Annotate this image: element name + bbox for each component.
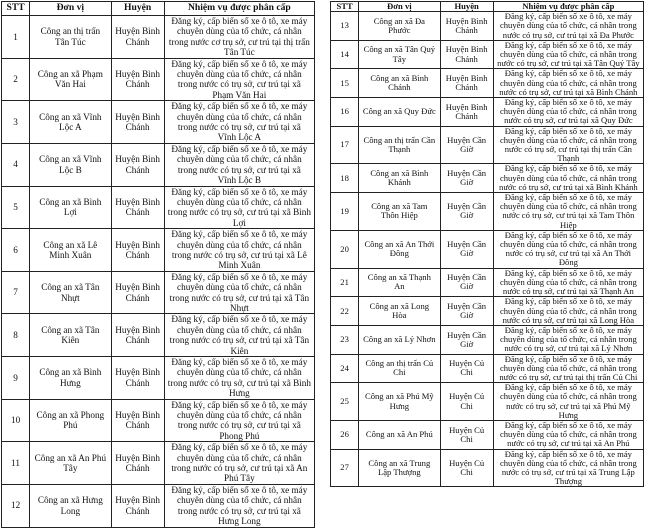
cell-task: Đăng ký, cấp biển số xe ô tô, xe máy chuyên dùng của tổ chức, cá nhân trong nước có trụ sở, cư trú tại xã Tân Quý Tây (493, 40, 643, 69)
cell-stt: 25 (331, 383, 359, 421)
cell-stt: 13 (331, 12, 359, 41)
table-row (331, 420, 644, 449)
table-row (331, 12, 644, 41)
header-district: Huyện (440, 2, 493, 12)
table-row (2, 484, 315, 527)
table-row (331, 69, 644, 98)
table-row (2, 101, 315, 144)
cell-stt: 1 (2, 16, 30, 59)
cell-unit: Công an xã Tân Kiên (30, 314, 111, 357)
cell-district: Huyện Bình Chánh (440, 12, 493, 41)
cell-district: Huyện Bình Chánh (440, 40, 493, 69)
cell-district: Huyện Bình Chánh (111, 314, 164, 357)
table-row (2, 58, 315, 101)
cell-stt: 9 (2, 357, 30, 400)
cell-unit: Công an thị trấn Tân Túc (30, 16, 111, 59)
cell-district: Huyện Bình Chánh (111, 101, 164, 144)
cell-district: Huyện Bình Chánh (111, 186, 164, 229)
table-body-left (2, 16, 315, 528)
cell-stt: 2 (2, 58, 30, 101)
cell-stt: 4 (2, 143, 30, 186)
cell-stt: 7 (2, 271, 30, 314)
column-gutter (316, 0, 329, 409)
cell-task: Đăng ký, cấp biển số xe ô tô, xe máy chuyên dùng của tổ chức, cá nhân trong nước có trụ sở, cư trú tại xã Bình Khánh (493, 164, 643, 193)
cell-unit: Công an xã Lý Nhơn (359, 325, 440, 354)
cell-stt: 3 (2, 101, 30, 144)
cell-district: Huyện Cần Giờ (440, 126, 493, 164)
cell-stt: 8 (2, 314, 30, 357)
cell-unit: Công an xã Vĩnh Lộc B (30, 143, 111, 186)
cell-unit: Công an xã Bình Chánh (359, 69, 440, 98)
table-row (331, 98, 644, 127)
cell-task: Đăng ký, cấp biển số xe ô tô, xe máy chuyên dùng của tổ chức, cá nhân trong nước có trụ sở, cư trú tại xã Vĩnh Lộc A (164, 101, 314, 144)
cell-unit: Công an xã Đa Phước (359, 12, 440, 41)
cell-stt: 5 (2, 186, 30, 229)
cell-task: Đăng ký, cấp biển số xe ô tô, xe máy chuyên dùng của tổ chức, cá nhân trong nước có trụ sở, cư trú tại xã Lê Minh Xuân (164, 229, 314, 272)
cell-unit: Công an xã Tam Thôn Hiệp (359, 193, 440, 231)
cell-task: Đăng ký, cấp biển số xe ô tô, xe máy chuyên dùng của tổ chức, cá nhân trong nước cơ trụ sở, cư trú tại thị trấn Tân Túc (164, 16, 314, 59)
cell-task: Đăng ký, cấp biển số xe ô tô, xe máy chuyên dùng của tổ chức, cá nhân trong nước có trụ sở, cư trú tại xã Bình Chánh (493, 69, 643, 98)
cell-district: Huyện Củ Chi (440, 383, 493, 421)
cell-district: Huyện Bình Chánh (440, 98, 493, 127)
header-task: Nhiệm vụ được phân cấp (164, 2, 314, 16)
cell-district: Huyện Cần Giờ (440, 164, 493, 193)
header-stt: STT (2, 2, 30, 16)
cell-task: Đăng ký, cấp biển số xe ô tô, xe máy chuyên dùng của tổ chức, cá nhân trong nước có trụ sở, cư trú tại xã Đa Phước (493, 12, 643, 41)
table-row (331, 325, 644, 354)
cell-unit: Công an thị trấn Cần Thạnh (359, 126, 440, 164)
cell-stt: 12 (2, 484, 30, 527)
cell-district: Huyện Bình Chánh (111, 58, 164, 101)
cell-unit: Công an xã Lê Minh Xuân (30, 229, 111, 272)
cell-task: Đăng ký, cấp biển số xe ô tô, xe máy chuyên dùng của tổ chức, cá nhân trong nước có trụ sở, cư trú tại xã Quy Đức (493, 98, 643, 127)
cell-district: Huyện Bình Chánh (111, 399, 164, 442)
cell-stt: 17 (331, 126, 359, 164)
cell-task: Đăng ký, cấp biển số xe ô tô, xe máy chuyên dùng của tổ chức, cá nhân trong nước có trụ sở, cư trú tại xã An Phú Tây (164, 442, 314, 485)
cell-unit: Công an xã Phạm Văn Hai (30, 58, 111, 101)
cell-unit: Công an xã Phong Phú (30, 399, 111, 442)
table-header-row (2, 2, 315, 16)
cell-task: Đăng ký, cấp biển số xe ô tô, xe máy chuyên dùng của tổ chức, cá nhân trong nước có trụ sở, cư trú tại xã Tân Nhựt (164, 271, 314, 314)
cell-district: Huyện Bình Chánh (111, 484, 164, 527)
table-row (331, 193, 644, 231)
cell-task: Đăng ký, cấp biển số xe ô tô, xe máy chuyên dùng của tổ chức, cá nhân trong nước có trụ sở, cư trú tại thị trấn Củ Chi (493, 354, 643, 383)
table-row (331, 383, 644, 421)
cell-task: Đăng ký, cấp biển số xe ô tô, xe máy chuyên dùng của tổ chức, cá nhân trong nước có trụ sở, cư trú tại xã Hưng Long (164, 484, 314, 527)
cell-unit: Công an xã An Phú Tây (30, 442, 111, 485)
cell-district: Huyện Củ Chi (440, 420, 493, 449)
table-row (2, 16, 315, 59)
cell-unit: Công an xã Hưng Long (30, 484, 111, 527)
cell-task: Đăng ký, cấp biển số xe ô tô, xe máy chuyên dùng của tổ chức, cá nhân trong nước có trụ sở, cư trú tại xã An Thới Đông (493, 230, 643, 268)
cell-unit: Công an xã Long Hòa (359, 297, 440, 326)
cell-district: Huyện Bình Chánh (111, 357, 164, 400)
cell-stt: 6 (2, 229, 30, 272)
cell-district: Huyện Bình Chánh (111, 143, 164, 186)
table-row (2, 399, 315, 442)
table-header-row (331, 2, 644, 12)
cell-task: Đăng ký, cấp biển số xe ô tô, xe máy chuyên dùng của tổ chức, cá nhân trong nước có trụ sở, cư trú tại thị trấn Cần Thạnh (493, 126, 643, 164)
table-row (2, 442, 315, 485)
table-row (2, 314, 315, 357)
table-row (2, 229, 315, 272)
cell-stt: 10 (2, 399, 30, 442)
cell-task: Đăng ký, cấp biển số xe ô tô, xe máy chuyên dùng của tổ chức, cá nhân trong nước có trụ sở, cư trú tại xã Tam Thôn Hiệp (493, 193, 643, 231)
cell-task: Đăng ký, cấp biển số xe ô tô, xe máy chuyên dùng của tổ chức, cá nhân trong nước có trụ sở, cư trú tại xã Tân Kiên (164, 314, 314, 357)
cell-stt: 23 (331, 325, 359, 354)
cell-unit: Công an xã Bình Lợi (30, 186, 111, 229)
cell-stt: 22 (331, 297, 359, 326)
cell-stt: 19 (331, 193, 359, 231)
assignment-table-left (1, 1, 315, 528)
cell-stt: 16 (331, 98, 359, 127)
cell-unit: Công an xã An Phú (359, 420, 440, 449)
cell-task: Đăng ký, cấp biển số xe ô tô, xe máy chuyên dùng của tổ chức, cá nhân trong nước có trụ sở, cư trú tại xã Phong Phú (164, 399, 314, 442)
header-task: Nhiệm vụ được phân cấp (493, 2, 643, 12)
cell-unit: Công an xã Bình Hưng (30, 357, 111, 400)
header-stt: STT (331, 2, 359, 12)
cell-task: Đăng ký, cấp biển số xe ô tô, xe máy chuyên dùng của tổ chức, cá nhân trong nước có trụ sở, cư trú tại xã Thạnh An (493, 268, 643, 297)
cell-stt: 27 (331, 449, 359, 487)
header-unit: Đơn vị (30, 2, 111, 16)
table-row (331, 126, 644, 164)
cell-unit: Công an xã An Thới Đông (359, 230, 440, 268)
cell-task: Đăng ký, cấp biển số xe ô tô, xe máy chuyên dùng của tổ chức, cá nhân trong nước có trụ sở, cư trú tại xã Bình Lợi (164, 186, 314, 229)
cell-stt: 14 (331, 40, 359, 69)
cell-district: Huyện Cần Giờ (440, 297, 493, 326)
header-district: Huyện (111, 2, 164, 16)
table-row (331, 268, 644, 297)
assignment-table-right (330, 1, 644, 487)
cell-task: Đăng ký, cấp biển số xe ô tô, xe máy chuyên dùng của tổ chức, cá nhân trong nước có trụ sở, cư trú tại xã Phú Mỹ Hưng (493, 383, 643, 421)
table-row (331, 354, 644, 383)
cell-stt: 18 (331, 164, 359, 193)
cell-unit: Công an xã Bình Khánh (359, 164, 440, 193)
cell-task: Đăng ký, cấp biển số xe ô tô, xe máy chuyên dùng của tổ chức, cá nhân trong nước có trụ sở, cư trú tại xã Lý Nhơn (493, 325, 643, 354)
cell-stt: 26 (331, 420, 359, 449)
cell-unit: Công an xã Tân Nhựt (30, 271, 111, 314)
cell-unit: Công an thị trấn Củ Chi (359, 354, 440, 383)
table-row (331, 164, 644, 193)
cell-unit: Công an xã Trung Lập Thượng (359, 449, 440, 487)
cell-unit: Công an xã Tân Quý Tây (359, 40, 440, 69)
cell-stt: 20 (331, 230, 359, 268)
table-row (2, 143, 315, 186)
cell-district: Huyện Bình Chánh (440, 69, 493, 98)
table-row (2, 186, 315, 229)
header-unit: Đơn vị (359, 2, 440, 12)
cell-district: Huyện Cần Giờ (440, 325, 493, 354)
cell-stt: 24 (331, 354, 359, 383)
cell-district: Huyện Bình Chánh (111, 16, 164, 59)
cell-district: Huyện Bình Chánh (111, 229, 164, 272)
cell-stt: 11 (2, 442, 30, 485)
cell-task: Đăng ký, cấp biển số xe ô tô, xe máy chuyên dùng của tổ chức, cá nhân trong nước có trụ sở, cư trú tại xã Trung Lập Thượng (493, 449, 643, 487)
cell-task: Đăng ký, cấp biển số xe ô tô, xe máy chuyên dùng của tổ chức, cá nhân trong nước có trụ sở, cư trú tại xã Bình Hưng (164, 357, 314, 400)
table-row (331, 297, 644, 326)
cell-district: Huyện Cần Giờ (440, 193, 493, 231)
table-row (331, 230, 644, 268)
table-row (2, 357, 315, 400)
cell-unit: Công an xã Thạnh An (359, 268, 440, 297)
cell-stt: 15 (331, 69, 359, 98)
cell-district: Huyện Cần Giờ (440, 230, 493, 268)
table-row (2, 271, 315, 314)
cell-task: Đăng ký, cấp biển số xe ô tô, xe máy chuyên dùng của tổ chức, cá nhân trong nước có trụ sở, cư trú tại xã An Phú (493, 420, 643, 449)
cell-district: Huyện Củ Chi (440, 449, 493, 487)
cell-district: Huyện Củ Chi (440, 354, 493, 383)
table-row (331, 449, 644, 487)
cell-district: Huyện Bình Chánh (111, 442, 164, 485)
table-body-right (331, 12, 644, 487)
cell-task: Đăng ký, cấp biển số xe ô tô, xe máy chuyên dùng của tổ chức, cá nhân trong nước có trụ sở, cư trú tại xã Vĩnh Lộc B (164, 143, 314, 186)
table-row (331, 40, 644, 69)
cell-stt: 21 (331, 268, 359, 297)
cell-unit: Công an xã Quy Đức (359, 98, 440, 127)
cell-task: Đăng ký, cấp biển số xe ô tô, xe máy chuyên dùng của tổ chức, cá nhân trong nước có trụ sở, cư trú tại xã Phạm Văn Hai (164, 58, 314, 101)
cell-district: Huyện Bình Chánh (111, 271, 164, 314)
cell-unit: Công an xã Vĩnh Lộc A (30, 101, 111, 144)
cell-unit: Công an xã Phú Mỹ Hưng (359, 383, 440, 421)
cell-district: Huyện Cần Giờ (440, 268, 493, 297)
cell-task: Đăng ký, cấp biển số xe ô tô, xe máy chuyên dùng của tổ chức, cá nhân trong nước có trụ sở, cư trú tại xã Long Hòa (493, 297, 643, 326)
